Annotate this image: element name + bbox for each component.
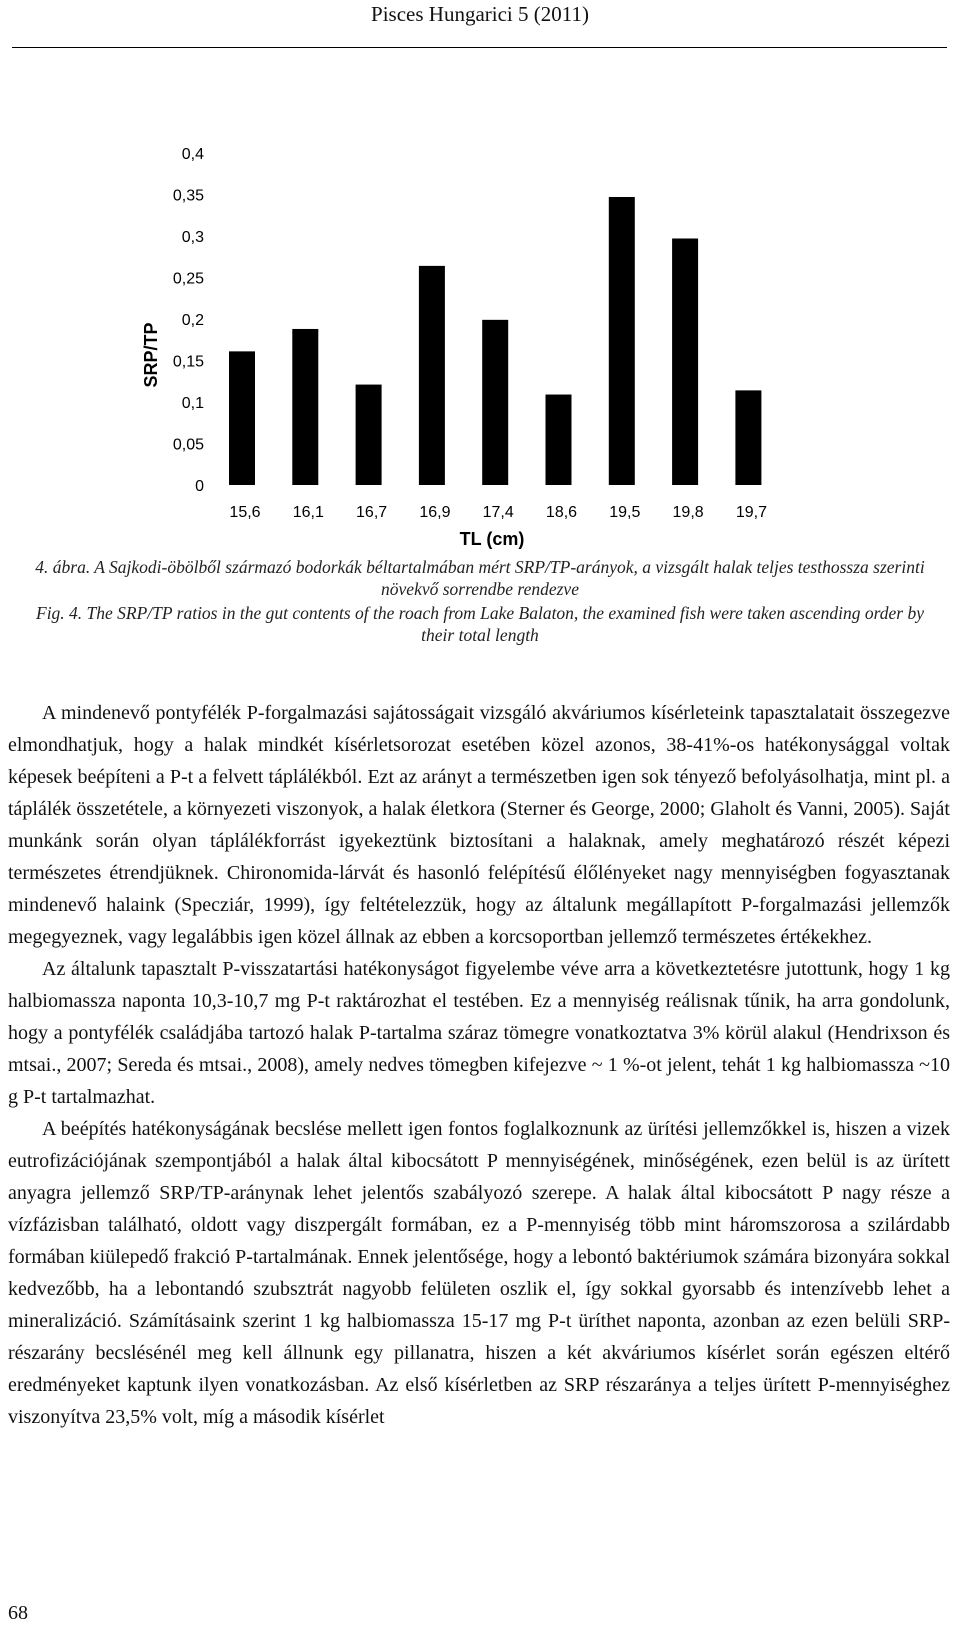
bar <box>419 266 445 485</box>
header-rule <box>12 47 947 48</box>
page-number: 68 <box>8 1602 28 1624</box>
y-tick-label: 0 <box>195 478 204 495</box>
y-tick-label: 0,05 <box>172 436 204 454</box>
bar <box>546 395 572 485</box>
y-tick-label: 0,25 <box>172 270 204 288</box>
paragraph-3: A beépítés hatékonyságának becslése mellett igen fontos foglalkoznunk az ürítési jellemzőkkel is, hiszen a vizek eutrofizációjának szempontjából a halak által kibocsátott P mennyiségének, minőségének, ezen belül is az ürített anyagra jellemző SRP/TP-aránynak lehet jelentős szabályozó szerepe. A halak által kibocsátott P nagy része a vízfázisban található, oldott vagy diszpergált formában, ez a P-mennyiség több mint háromszorosa a szilárdabb formában kiülepedő frakció P-tartalmának. Ennek jelentősége, hogy a lebontó baktériumok számára bizonyára sokkal kedvezőbb, ha a lebontandó szubsztrát nagyobb felületen oszlik el, így sokkal gyorsabb és intenzívebb lehet a mineralizáció. Számításaink szerint 1 kg halbiomassza 15-17 mg P-t üríthet naponta, azonban az ezen belüli SRP-részarány becslésénél meg kell állnunk egy pillanatra, hiszen a két akváriumos kísérlet során egészen eltérő eredményeket kaptunk ilyen vonatkozásban. Az első kísérletben az SRP részaránya a teljes ürített P-mennyiséghez viszonyítva 23,5% volt, míg a második kísérlet <box>8 1118 950 1428</box>
x-tick-label: 16,1 <box>292 504 324 521</box>
srp-tp-bar-chart <box>0 145 960 575</box>
figure-caption-english: Fig. 4. The SRP/TP ratios in the gut contents of the roach from Lake Balaton, the examined fish were taken ascending order by their total length <box>36 603 924 645</box>
bar <box>356 385 382 485</box>
paragraph-2: Az általunk tapasztalt P-visszatartási hatékonyságot figyelembe véve arra a következtetésre jutottunk, hogy 1 kg halbiomassza naponta 10,3-10,7 mg P-t raktározhat el testében. Ez a mennyiség reálisnak tűnik, ha arra gondolunk, hogy a pontyfélék családjába tartozó halak P-tartalma száraz tömegre vonatkoztatva 3% körül alakul (Hendrixson és mtsai., 2007; Sereda és mtsai., 2008), amely nedves tömegben kifejezve ~ 1 %-ot jelent, tehát 1 kg halbiomassza ~10 g P-t tartalmazhat. <box>8 958 950 1108</box>
x-tick-label: 19,7 <box>735 504 767 521</box>
x-tick-label: 18,6 <box>545 504 578 521</box>
bar <box>482 320 508 485</box>
x-tick-label: 15,6 <box>229 504 261 521</box>
x-axis-label: TL (cm) <box>459 529 525 549</box>
y-tick-label: 0,4 <box>181 146 204 163</box>
x-tick-label: 16,7 <box>356 504 388 521</box>
y-tick-label: 0,15 <box>172 353 204 371</box>
x-tick-label: 19,8 <box>672 504 704 521</box>
bar <box>672 238 698 485</box>
x-tick-label: 19,5 <box>609 504 641 521</box>
x-tick-label: 16,9 <box>419 504 451 521</box>
journal-header: Pisces Hungarici 5 (2011) <box>371 2 589 26</box>
bar <box>229 351 255 485</box>
x-tick-label: 17,4 <box>482 504 514 521</box>
paragraph-1: A mindenevő pontyfélék P-forgalmazási sajátosságait vizsgáló akváriumos kísérleteink tapasztalatait összegezve elmondhatjuk, hogy a halak mindkét kísérletsorozat esetében közel azonos, 38-41%-os hatékonysággal voltak képesek beépíteni a P-t a felvett táplálékból. Ezt az arányt a természetben igen sok tényező befolyásolhatja, mint pl. a táplálék összetétele, a környezeti viszonyok, a halak életkora (Sterner és George, 2000; Glaholt és Vanni, 2005). Saját munkánk során olyan táplálékforrást igyekeztünk biztosítani a halaknak, amely meghatározó részét képezi természetes étrendjüknek. Chironomida-lárvát és hasonló felépítésű élőlényeket nagy mennyiségben fogyasztanak mindenevő halaink (Specziár, 1999), így feltételezzük, hogy az általunk megállapított P-forgalmazási jellemzők megegyeznek, vagy legalábbis igen közel állnak az ebben a korcsoportban jellemző természetes értékekhez. <box>8 702 950 948</box>
figure-caption-hungarian: 4. ábra. A Sajkodi-öbölből származó bodorkák béltartalmában mért SRP/TP-arányok, a vizsgált halak teljes testhossza szerinti növekvő sorrendbe rendezve <box>35 557 925 599</box>
bar <box>735 390 761 485</box>
bar <box>292 329 318 485</box>
y-tick-label: 0,2 <box>181 312 204 329</box>
y-tick-label: 0,35 <box>172 187 204 205</box>
y-tick-label: 0,3 <box>181 229 204 246</box>
y-axis-label: SRP/TP <box>141 322 161 388</box>
y-tick-label: 0,1 <box>181 395 204 412</box>
body-text <box>8 697 950 1433</box>
bar <box>609 197 635 485</box>
